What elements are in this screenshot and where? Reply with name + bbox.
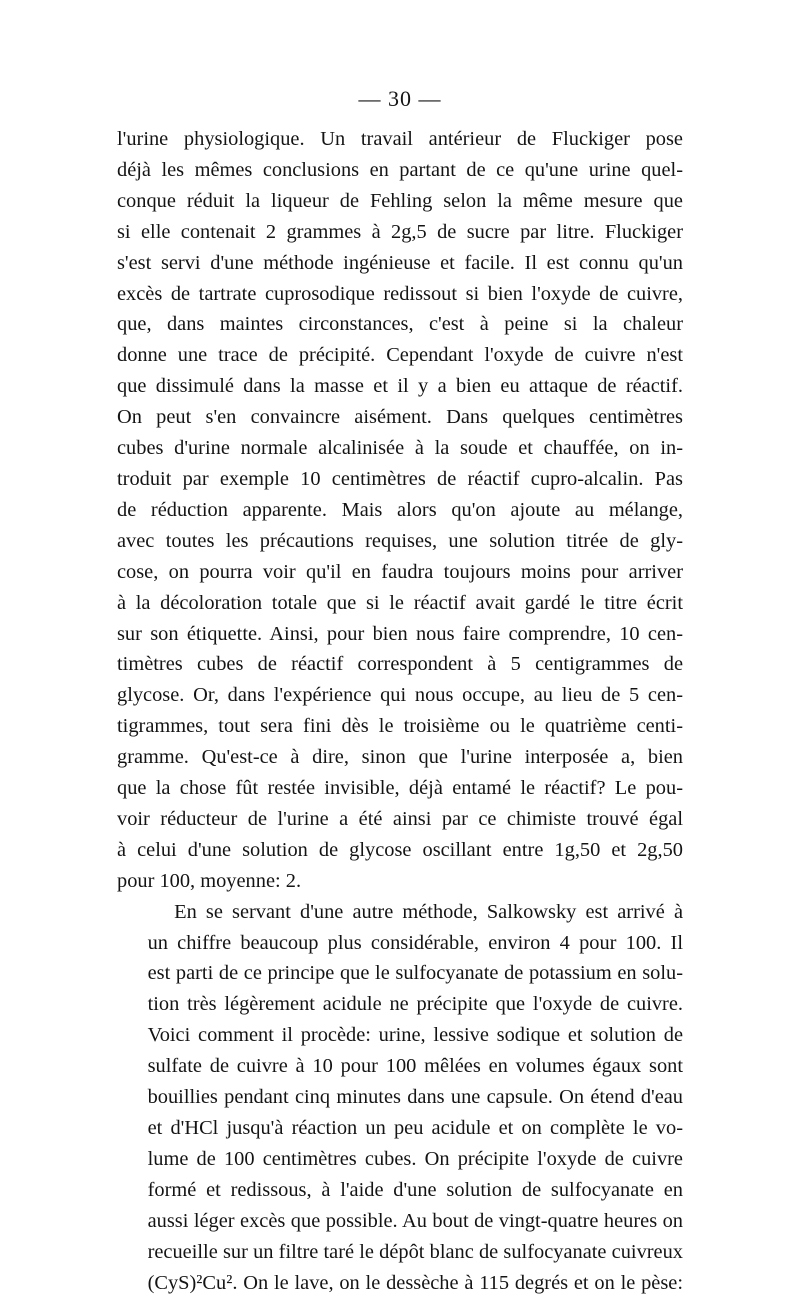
- text-line: l'urine physiologique. Un travail antérieur de Fluckiger pose: [117, 128, 683, 150]
- text-line: que la chose fût restée invisible, déjà entamé le réactif? Le pou-: [117, 777, 683, 800]
- text-line: glycose. Or, dans l'expérience qui nous occupe, au lieu de 5 cen-: [117, 684, 683, 707]
- text-line: un chiffre beaucoup plus considérable, environ 4 pour 100. Il: [147, 931, 683, 954]
- text-line: s'est servi d'une méthode ingénieuse et facile. Il est connu qu'un: [117, 251, 683, 274]
- text-line: formé et redissous, à l'aide d'une solution de sulfocyanate en: [147, 1178, 683, 1201]
- text-line: déjà les mêmes conclusions en partant de ce qu'une urine quel-: [117, 158, 683, 181]
- text-line: sur son étiquette. Ainsi, pour bien nous faire comprendre, 10 cen-: [117, 622, 683, 645]
- text-line: et d'HCl jusqu'à réaction un peu acidule et on complète le vo-: [147, 1117, 683, 1139]
- text-line: cose, on pourra voir qu'il en faudra toujours moins pour arriver: [117, 560, 683, 583]
- text-line: si elle contenait 2 grammes à 2g,5 de sucre par litre. Fluckiger: [117, 220, 683, 243]
- text-line: troduit par exemple 10 centimètres de réactif cupro-alcalin. Pas: [117, 467, 683, 490]
- text-line: aussi léger excès que possible. Au bout de vingt-quatre heures on: [147, 1209, 683, 1232]
- paragraph-2: [117, 897, 683, 1298]
- text-line: à la décoloration totale que si le réactif avait gardé le titre écrit: [117, 591, 683, 614]
- text-line: avec toutes les précautions requises, une solution titrée de gly-: [117, 529, 683, 552]
- text-line: Voici comment il procède: urine, lessive sodique et solution de: [147, 1024, 683, 1047]
- text-line: que dissimulé dans la masse et il y a bien eu attaque de réactif.: [117, 375, 683, 398]
- text-line: tion très légèrement acidule ne précipite que l'oxyde de cuivre.: [147, 993, 683, 1016]
- text-line: tigrammes, tout sera fini dès le troisième ou le quatrième centi-: [117, 715, 683, 738]
- text-line: donne une trace de précipité. Cependant l'oxyde de cuivre n'est: [117, 344, 683, 367]
- text-line: recueille sur un filtre taré le dépôt blanc de sulfocyanate cuivreux: [147, 1240, 683, 1263]
- text-line: conque réduit la liqueur de Fehling selon la même mesure que: [117, 189, 683, 212]
- text-line: cubes d'urine normale alcalinisée à la soude et chauffée, on in-: [117, 437, 683, 460]
- text-line: bouillies pendant cinq minutes dans une capsule. On étend d'eau: [147, 1086, 683, 1109]
- text-line: En se servant d'une autre méthode, Salkowsky est arrivé à: [174, 900, 683, 923]
- text-line: que, dans maintes circonstances, c'est à peine si la chaleur: [117, 313, 683, 336]
- text-line: sulfate de cuivre à 10 pour 100 mêlées en volumes égaux sont: [147, 1055, 683, 1078]
- text-line: (CyS)²Cu². On le lave, on le dessèche à 115 degrés et on le pèse:: [147, 1271, 683, 1294]
- text-line: excès de tartrate cuprosodique redissout si bien l'oxyde de cuivre,: [117, 282, 683, 305]
- book-page: [117, 86, 683, 1298]
- text-line: timètres cubes de réactif correspondent à 5 centigrammes de: [117, 653, 683, 676]
- text-line: pour 100, moyenne: 2.: [117, 869, 302, 892]
- text-line: voir réducteur de l'urine a été ainsi par ce chimiste trouvé égal: [117, 807, 683, 830]
- text-line: gramme. Qu'est-ce à dire, sinon que l'urine interposée a, bien: [117, 746, 683, 769]
- text-line: lume de 100 centimètres cubes. On précipite l'oxyde de cuivre: [147, 1147, 683, 1170]
- text-line: à celui d'une solution de glycose oscillant entre 1g,50 et 2g,50: [117, 838, 683, 861]
- text-line: de réduction apparente. Mais alors qu'on ajoute au mélange,: [117, 498, 683, 521]
- text-line: est parti de ce principe que le sulfocyanate de potassium en solu-: [147, 962, 683, 985]
- page-number: — 30 —: [358, 86, 442, 111]
- text-line: On peut s'en convaincre aisément. Dans quelques centimètres: [117, 406, 683, 429]
- paragraph-1: [117, 124, 683, 897]
